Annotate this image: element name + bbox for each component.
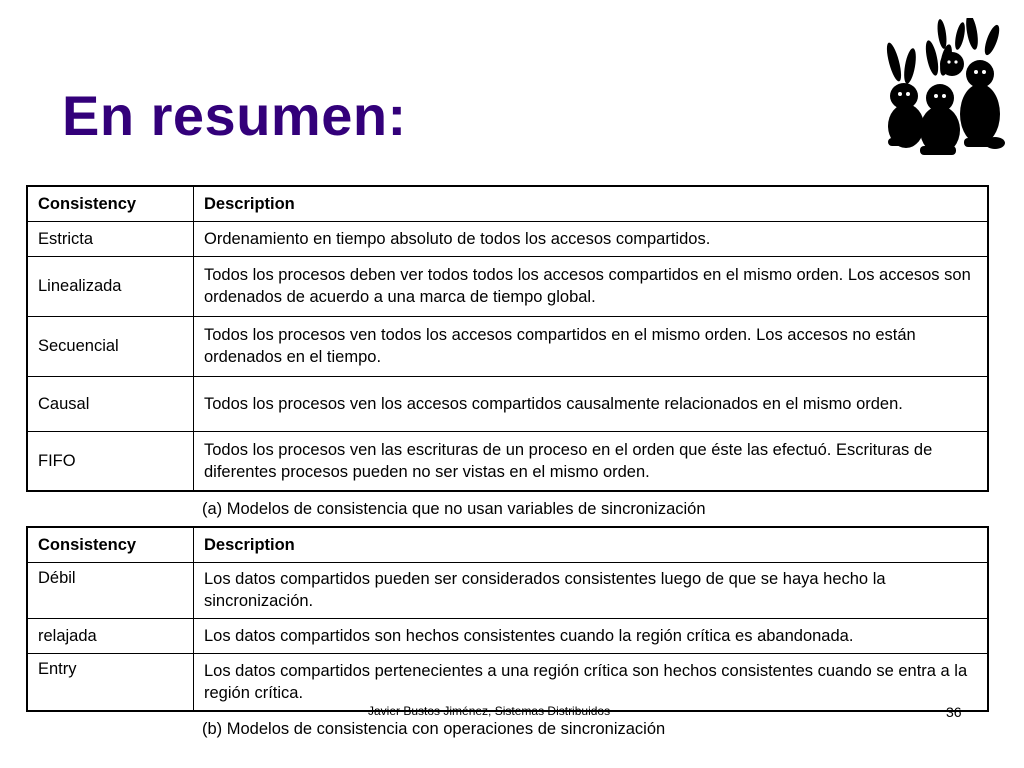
table-row xyxy=(27,431,988,491)
rabbits-silhouette-icon xyxy=(880,18,1010,163)
table-row xyxy=(27,256,988,316)
consistency-description: Los datos compartidos son hechos consistentes cuando la región crítica es abandonada. xyxy=(194,618,989,653)
consistency-description: Los datos compartidos pertenecientes a una región crítica son hechos consistentes cuando se entra a la región crítica. xyxy=(194,653,989,711)
consistency-description: Los datos compartidos pueden ser considerados consistentes luego de que se haya hecho la sincronización. xyxy=(194,562,989,618)
column-header-consistency: Consistency xyxy=(27,527,194,562)
table-row xyxy=(27,376,988,431)
consistency-description: Ordenamiento en tiempo absoluto de todos los accesos compartidos. xyxy=(194,221,989,256)
consistency-description: Todos los procesos ven las escrituras de un proceso en el orden que éste las efectuó. Escrituras de diferentes procesos pueden no ser vistas en el mismo orden. xyxy=(194,431,989,491)
consistency-name: Causal xyxy=(27,376,194,431)
slide-title: En resumen: xyxy=(62,84,407,147)
consistency-description: Todos los procesos ven todos los accesos compartidos en el mismo orden. Los accesos no están ordenados en el tiempo. xyxy=(194,316,989,376)
consistency-name: Entry xyxy=(27,653,194,711)
table-header-row xyxy=(27,527,988,562)
consistency-table-a xyxy=(26,185,989,492)
table-row xyxy=(27,653,988,711)
consistency-name: Débil xyxy=(27,562,194,618)
consistency-name: Secuencial xyxy=(27,316,194,376)
table-row xyxy=(27,221,988,256)
consistency-table-b xyxy=(26,526,989,712)
table-row xyxy=(27,618,988,653)
table-header-row xyxy=(27,186,988,221)
table-row xyxy=(27,562,988,618)
table-row xyxy=(27,316,988,376)
consistency-name: FIFO xyxy=(27,431,194,491)
footer-author: Javier Bustos Jiménez, Sistemas Distribuidos xyxy=(368,704,611,718)
page-number: 36 xyxy=(946,704,962,720)
column-header-description: Description xyxy=(194,186,989,221)
column-header-description: Description xyxy=(194,527,989,562)
consistency-description: Todos los procesos ven los accesos compartidos causalmente relacionados en el mismo orden. xyxy=(194,376,989,431)
consistency-name: relajada xyxy=(27,618,194,653)
consistency-name: Linealizada xyxy=(27,256,194,316)
consistency-description: Todos los procesos deben ver todos todos los accesos compartidos en el mismo orden. Los accesos son ordenados de acuerdo a una marca de tiempo global. xyxy=(194,256,989,316)
table-b-caption: (b) Modelos de consistencia con operaciones de sincronización xyxy=(202,720,666,738)
consistency-name: Estricta xyxy=(27,221,194,256)
column-header-consistency: Consistency xyxy=(27,186,194,221)
table-a-caption: (a) Modelos de consistencia que no usan variables de sincronización xyxy=(202,500,706,518)
